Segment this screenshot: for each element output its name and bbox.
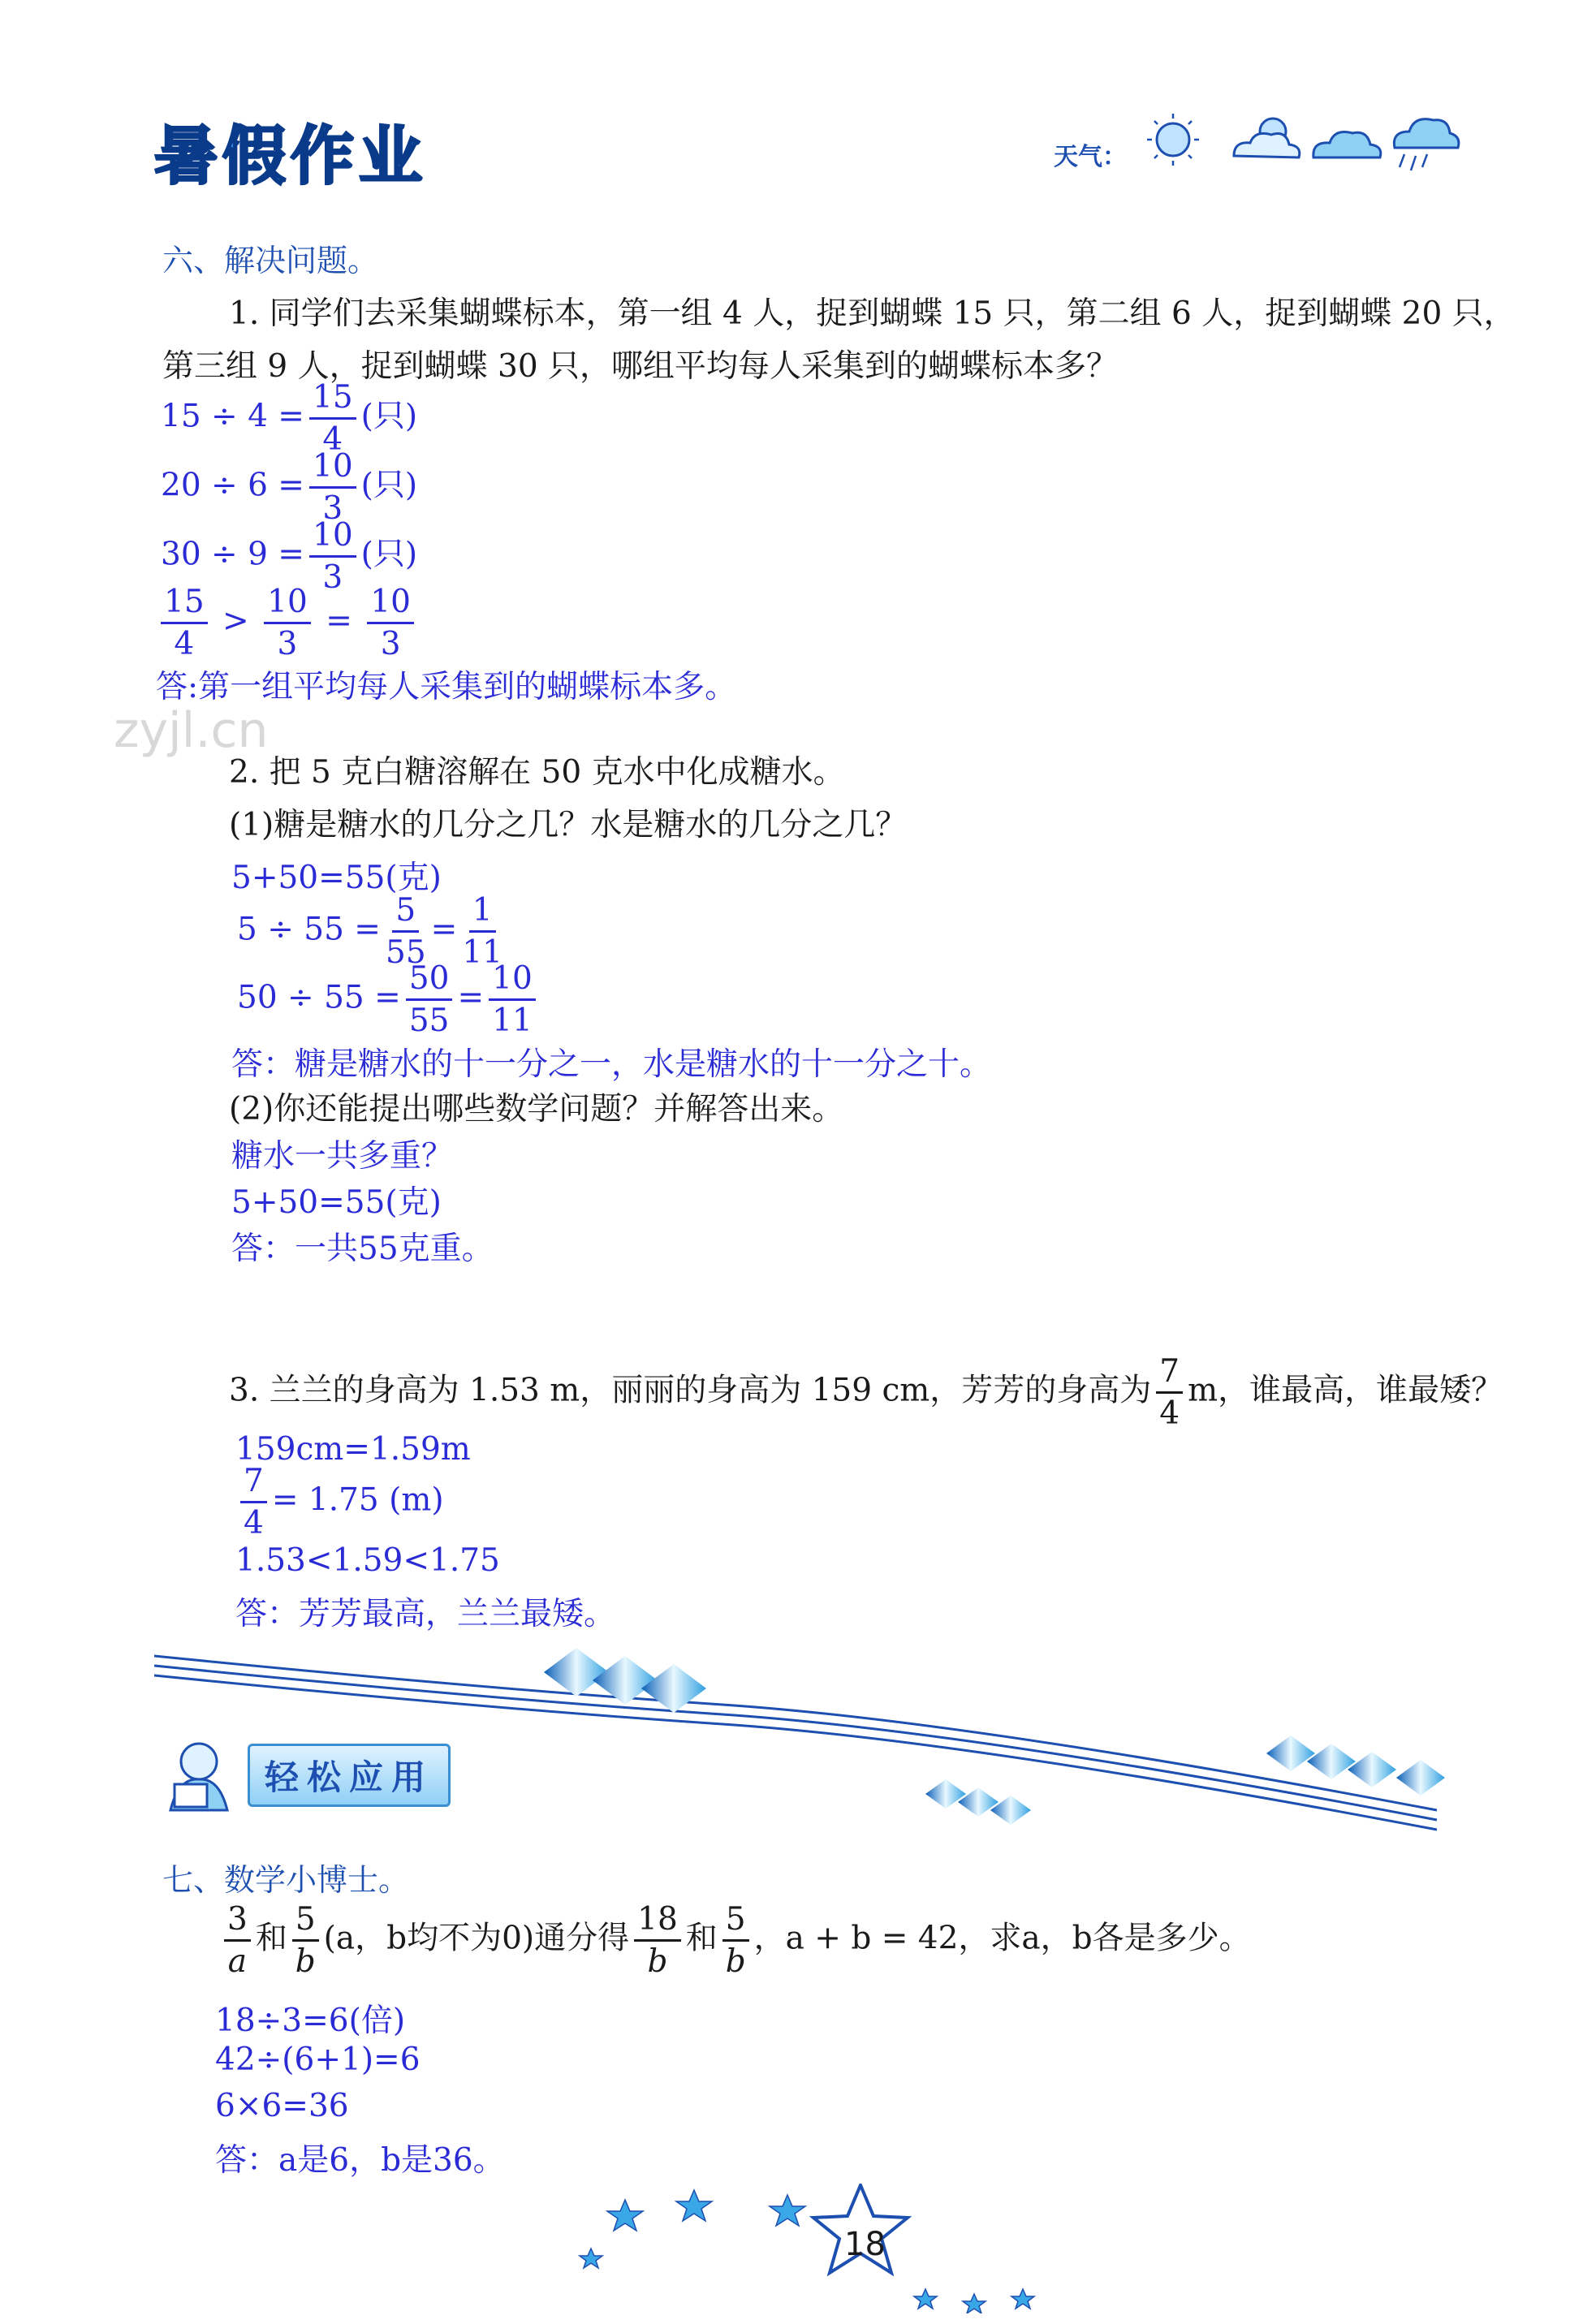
q1-compare: $\frac{15}{4}$ > $\frac{10}{3}$ = $\frac{10}{3}$ <box>156 586 419 660</box>
q1-calc-3: 30 ÷ 9 = $\frac{10}{3}$ (只) <box>161 517 418 596</box>
s7-problem: $\frac{3}{a}$ 和 $\frac{5}{b}$ (a，b均不为0)通分得 $\frac{18}{b}$ 和 $\frac{5}{b}$ ，a + b = 42，求a，b各是多少。 <box>219 1904 1251 1977</box>
q2-text: 2. 把 5 克白糖溶解在 50 克水中化成糖水。 <box>229 754 845 791</box>
s7-line2: 42÷(6+1)=6 <box>215 2042 421 2078</box>
q2-calc-1: 5 ÷ 55 = $\frac{5}{55}$ = $\frac{1}{11}$ <box>237 892 502 971</box>
q1-text-line2: 第三组 9 人，捉到蝴蝶 30 只，哪组平均每人采集到的蝴蝶标本多？ <box>162 348 1119 385</box>
star-icon <box>1011 2289 1034 2309</box>
s7-line3: 6×6=36 <box>215 2088 349 2124</box>
q2-line2: 5+50=55(克) <box>231 1184 442 1221</box>
q3-line2: 1.53<1.59<1.75 <box>235 1542 500 1579</box>
star-icon <box>770 2195 805 2226</box>
q1-text-line1: 1. 同学们去采集蝴蝶标本，第一组 4 人，捉到蝴蝶 15 只，第二组 6 人，捉到蝴蝶 20 只， <box>229 295 1516 332</box>
q2-answer2: 答：一共55克重。 <box>231 1231 494 1267</box>
page-number: 18 <box>844 2226 886 2263</box>
s7-line1: 18÷3=6(倍) <box>215 2003 406 2039</box>
easy-application-badge: 轻松应用 <box>248 1744 451 1807</box>
q3-text: 3. 兰兰的身高为 1.53 m，丽丽的身高为 159 cm，芳芳的身高为 $\frac{7}{4}$ m，谁最高，谁最矮？ <box>229 1353 1503 1432</box>
partly-cloudy-icon <box>1234 119 1300 157</box>
rain-icon <box>1394 119 1459 170</box>
star-icon <box>914 2289 937 2309</box>
s7-answer: 答：a是6，b是36。 <box>215 2142 505 2179</box>
q2-sub1: (1)糖是糖水的几分之几？水是糖水的几分之几？ <box>229 807 908 843</box>
section-7-title: 七、数学小博士。 <box>162 1862 410 1898</box>
q3-answer: 答：芳芳最高，兰兰最矮。 <box>235 1596 616 1632</box>
q2-ask: 糖水一共多重？ <box>231 1138 454 1175</box>
workbook-title: 暑假作业 <box>154 120 428 193</box>
star-icon <box>580 2249 602 2268</box>
q3-calc: $\frac{7}{4}$ = 1.75 (m) <box>235 1465 444 1539</box>
q3-line1: 159cm=1.59m <box>235 1431 471 1468</box>
weather-icons <box>1137 106 1477 187</box>
star-icon <box>963 2294 986 2313</box>
watermark: zyjl.cn <box>114 702 269 759</box>
section-6-title: 六、解决问题。 <box>162 243 379 278</box>
q2-calc-2: 50 ÷ 55 = $\frac{50}{55}$ = $\frac{10}{11}$ <box>237 963 541 1037</box>
q2-line1: 5+50=55(克) <box>231 860 442 896</box>
star-icon <box>676 2190 712 2221</box>
cloud-icon <box>1313 132 1381 158</box>
weather-label: 天气： <box>1054 143 1127 171</box>
q2-answer1: 答：糖是糖水的十一分之一，水是糖水的十一分之十。 <box>231 1046 992 1083</box>
mascot-icon <box>154 1729 244 1818</box>
decorative-ribbon-divider <box>154 1632 1453 1843</box>
q1-answer: 答:第一组平均每人采集到的蝴蝶标本多。 <box>156 669 737 705</box>
star-icon <box>607 2200 643 2231</box>
q2-sub2: (2)你还能提出哪些数学问题？并解答出来。 <box>229 1091 844 1128</box>
q1-calc-1: 15 ÷ 4 = $\frac{15}{4}$ (只) <box>161 379 418 458</box>
stars-decoration <box>568 2184 1072 2313</box>
sun-icon <box>1147 114 1199 166</box>
q1-calc-2: 20 ÷ 6 = $\frac{10}{3}$ (只) <box>161 448 418 527</box>
